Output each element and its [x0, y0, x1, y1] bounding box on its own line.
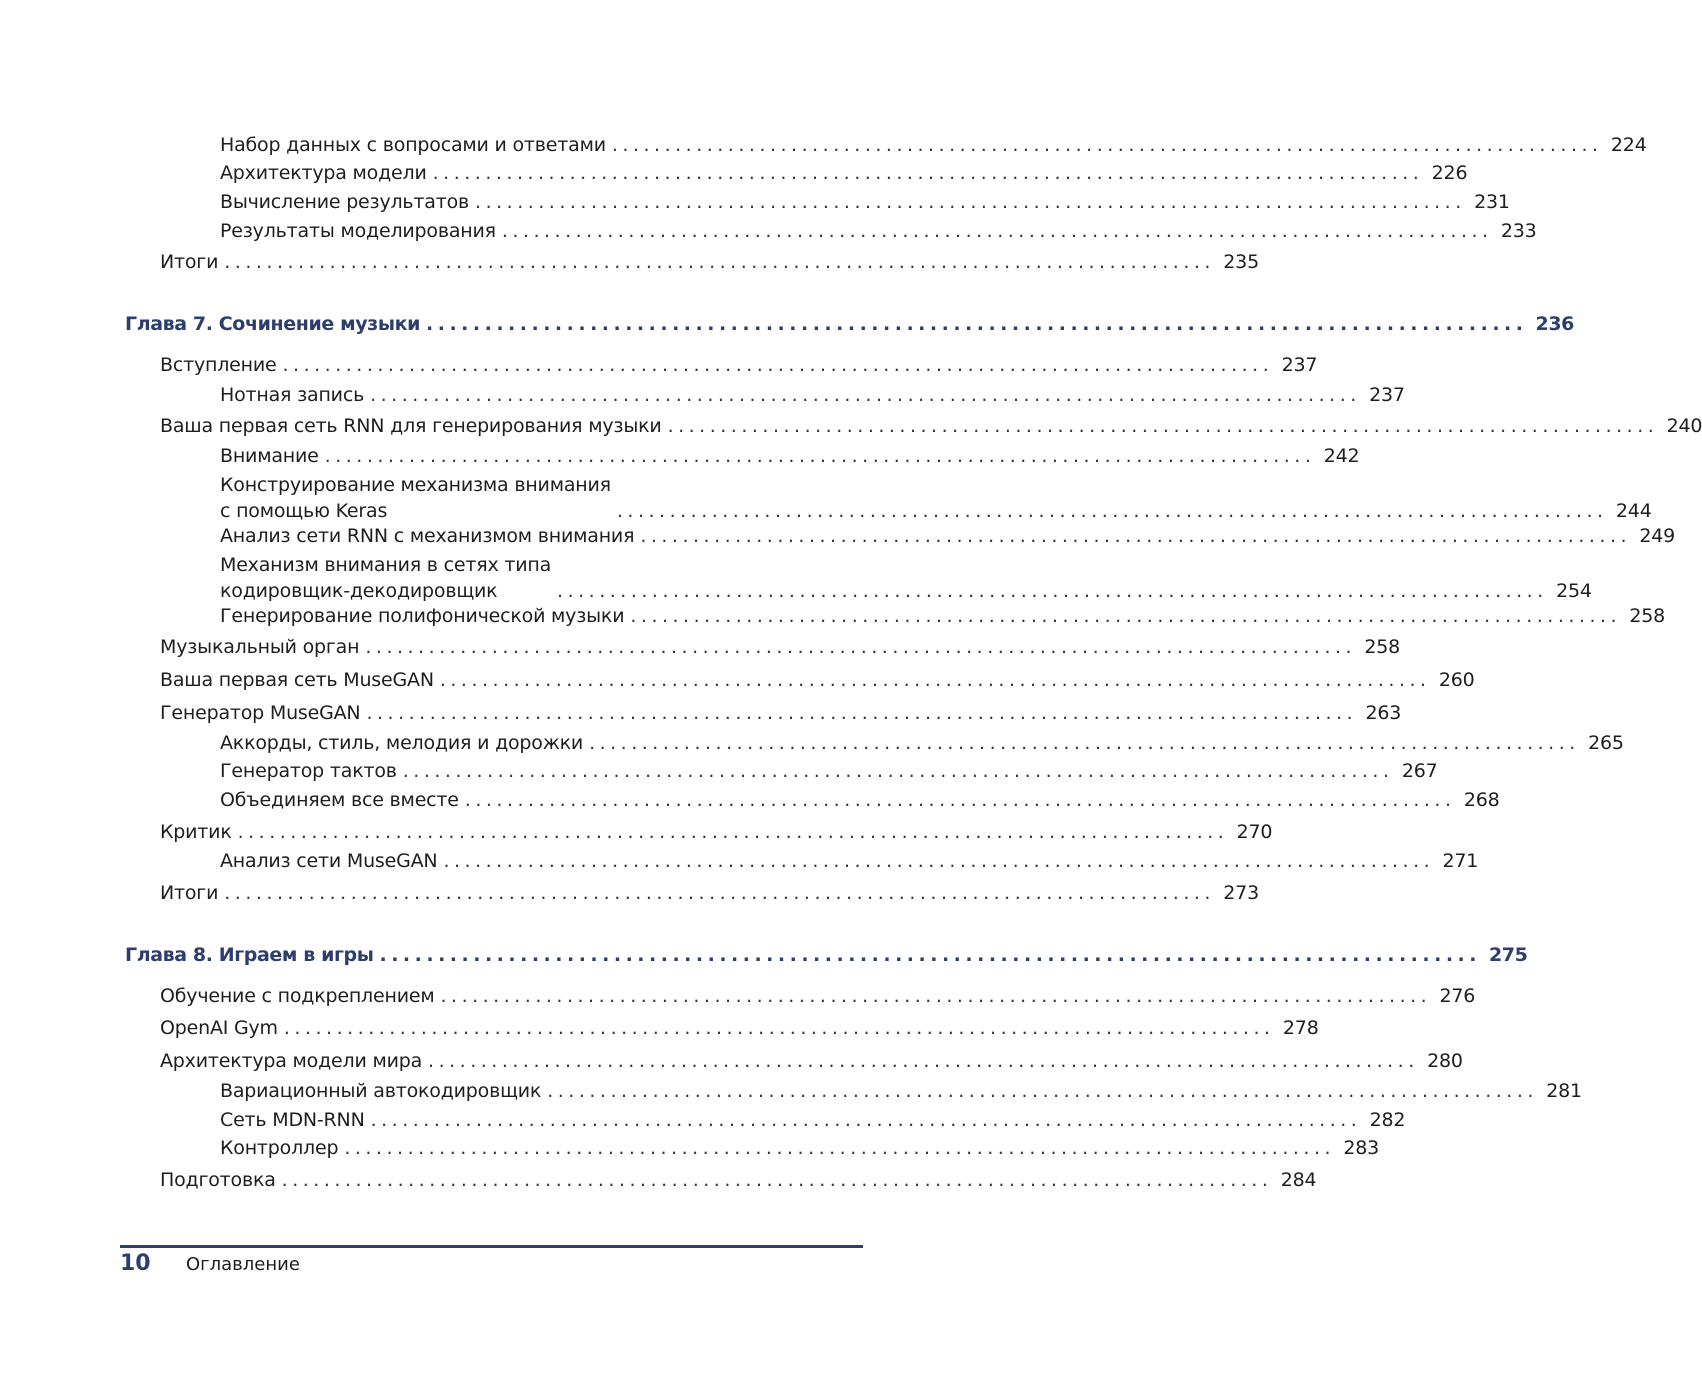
toc-entry [160, 880, 1259, 906]
chapter-title: Глава 7. Сочинение музыки [125, 313, 421, 335]
toc-entry-title: Контроллер [220, 1137, 339, 1159]
dot-leader: .............................................................................................. [370, 384, 1361, 406]
chapter-heading [125, 311, 1574, 337]
dot-leader: .............................................................................................. [667, 415, 1659, 437]
toc-entry-page: 237 [1369, 384, 1405, 406]
toc-entry [220, 160, 1468, 186]
chapter-page: 275 [1488, 944, 1528, 966]
toc-entry-title: Критик [160, 821, 232, 843]
dot-leader: .............................................................................................. [324, 445, 1316, 467]
toc-entry [160, 667, 1475, 693]
toc-entry-title: Анализ сети MuseGAN [220, 850, 438, 872]
toc-entry-page: 271 [1442, 850, 1479, 872]
toc-entry-page: 260 [1438, 669, 1475, 691]
dot-leader: .............................................................................................. [281, 1169, 1273, 1191]
toc-entry [220, 758, 1438, 784]
dot-leader: .............................................................................................. [428, 1050, 1419, 1072]
toc-entry-page: 284 [1280, 1169, 1317, 1191]
toc-entry [220, 730, 1624, 756]
toc-entry-title: Вариационный автокодировщик [220, 1080, 542, 1102]
toc-entry-title: Нотная запись [220, 384, 365, 406]
toc-entry-title: Вступление [160, 354, 277, 376]
toc-entry-page: 235 [1223, 251, 1259, 273]
dot-leader: .............................................................................................. [464, 789, 1456, 811]
dot-leader: .............................................................................................. [616, 500, 1608, 522]
toc-entry-page: 254 [1556, 580, 1592, 602]
toc-entry-title-line: кодировщик-декодировщик [220, 580, 498, 602]
toc-entry-page: 244 [1615, 500, 1652, 522]
toc-entry-page: 265 [1588, 732, 1624, 754]
chapter-title: Глава 8. Играем в игры [125, 944, 374, 966]
toc-entry-title: Подготовка [160, 1169, 276, 1191]
toc-entry [220, 443, 1360, 469]
dot-leader: .............................................................................................. [237, 821, 1229, 843]
toc-entry-title: Набор данных с вопросами и ответами [220, 134, 606, 156]
dot-leader: .............................................................................................. [589, 732, 1580, 754]
toc-entry-title: Ваша первая сеть RNN для генерирования музыки [160, 415, 662, 437]
dot-leader: .............................................................................................. [439, 669, 1431, 691]
dot-leader: .............................................................................................. [640, 525, 1632, 547]
toc-entry [160, 700, 1402, 726]
toc-entry-title: Аккорды, стиль, мелодия и дорожки [220, 732, 584, 754]
dot-leader: .............................................................................................. [402, 760, 1394, 782]
toc-entry-page: 267 [1401, 760, 1438, 782]
toc-entry [220, 472, 1652, 524]
toc-entry-title: Архитектура модели мира [160, 1050, 423, 1072]
toc-entry-title [220, 552, 551, 604]
toc-entry-title: Обучение с подкреплением [160, 985, 435, 1007]
dot-leader: .............................................................................................. [443, 850, 1435, 872]
chapter-heading [125, 942, 1528, 968]
toc-entry [220, 382, 1405, 408]
dot-leader: .............................................................................................. [370, 1109, 1362, 1131]
toc-entry-title: Итоги [160, 882, 219, 904]
toc-entry-title: Генератор тактов [220, 760, 397, 782]
chapter-page: 236 [1535, 313, 1574, 335]
toc-entry [220, 848, 1479, 874]
toc-entry-page: 268 [1463, 789, 1500, 811]
dot-leader: .............................................................................................. [366, 702, 1358, 724]
toc-entry-title [220, 472, 611, 524]
dot-leader: .............................................................................................. [426, 313, 1528, 335]
toc-entry [160, 1167, 1317, 1193]
toc-entry-title: Генерирование полифонической музыки [220, 605, 625, 627]
toc-entry [220, 523, 1676, 549]
toc-entry [160, 249, 1259, 275]
toc-entry-title: Вычисление результатов [220, 191, 470, 213]
toc-entry-title: Результаты моделирования [220, 220, 496, 242]
toc-entry-page: 231 [1474, 191, 1510, 213]
toc-entry-page: 258 [1629, 605, 1666, 627]
toc-entry [220, 189, 1510, 215]
toc-entry-page: 283 [1343, 1137, 1380, 1159]
toc-entry-title: Объединяем все вместе [220, 789, 459, 811]
toc-entry [220, 787, 1500, 813]
dot-leader: .............................................................................................. [432, 162, 1424, 184]
toc-entry-page: 280 [1427, 1050, 1463, 1072]
dot-leader: .............................................................................................. [283, 1017, 1275, 1039]
toc-entry-title: Музыкальный орган [160, 636, 360, 658]
toc-entry-title: OpenAI Gym [160, 1017, 278, 1039]
toc-entry-page: 282 [1369, 1109, 1406, 1131]
toc-entry [160, 634, 1401, 660]
dot-leader: .............................................................................................. [547, 1080, 1538, 1102]
toc-entry-page: 276 [1439, 985, 1476, 1007]
toc-entry-page: 226 [1431, 162, 1468, 184]
toc-entry [160, 352, 1318, 378]
toc-entry-page: 258 [1364, 636, 1401, 658]
dot-leader: .............................................................................................. [365, 636, 1357, 658]
toc-entry-title: Внимание [220, 445, 319, 467]
toc-entry-title: Итоги [160, 251, 219, 273]
toc-entry [220, 1107, 1406, 1133]
toc-entry-page: 278 [1282, 1017, 1319, 1039]
toc-entry [160, 1015, 1319, 1041]
dot-leader: .............................................................................................. [440, 985, 1432, 1007]
toc-entry-page: 270 [1236, 821, 1273, 843]
dot-leader: .............................................................................................. [224, 882, 1215, 904]
footer-rule [120, 1245, 863, 1248]
footer-section-title: Оглавление [186, 1254, 300, 1275]
dot-leader: .............................................................................................. [501, 220, 1493, 242]
footer-page-number: 10 [120, 1251, 151, 1276]
toc-entry-title: Генератор MuseGAN [160, 702, 361, 724]
dot-leader: .............................................................................................. [224, 251, 1215, 273]
toc-entry-page: 249 [1639, 525, 1676, 547]
toc-entry-page: 233 [1500, 220, 1537, 242]
dot-leader: .............................................................................................. [282, 354, 1274, 376]
dot-leader: .............................................................................................. [611, 134, 1603, 156]
dot-leader: .............................................................................................. [475, 191, 1466, 213]
toc-entry [220, 1135, 1380, 1161]
toc-entry-title: Ваша первая сеть MuseGAN [160, 669, 434, 691]
toc-entry [220, 218, 1537, 244]
toc-entry-page: 237 [1281, 354, 1318, 376]
dot-leader: .............................................................................................. [344, 1137, 1336, 1159]
toc-entry-page: 273 [1223, 882, 1259, 904]
toc-entry [160, 983, 1476, 1009]
toc-entry-page: 242 [1323, 445, 1360, 467]
toc-entry-title-line: с помощью Keras [220, 500, 388, 522]
toc-entry-page: 240 [1666, 415, 1702, 437]
dot-leader: .............................................................................................. [379, 944, 1481, 966]
toc-entry-title: Анализ сети RNN с механизмом внимания [220, 525, 635, 547]
toc-entry-page: 281 [1546, 1080, 1582, 1102]
toc-entry [220, 552, 1592, 604]
toc-entry [220, 1078, 1582, 1104]
toc-entry-title: Сеть MDN-RNN [220, 1109, 365, 1131]
toc-entry-title: Архитектура модели [220, 162, 427, 184]
dot-leader: .............................................................................................. [557, 580, 1548, 602]
toc-entry-page: 224 [1610, 134, 1647, 156]
toc-entry [160, 413, 1702, 439]
toc-entry [160, 1048, 1463, 1074]
toc-entry [220, 603, 1666, 629]
toc-entry-title-line: Механизм внимания в сетях типа [220, 554, 552, 576]
dot-leader: .............................................................................................. [630, 605, 1622, 627]
toc-entry [220, 132, 1647, 158]
toc-entry-page: 263 [1365, 702, 1402, 724]
toc-entry [160, 819, 1273, 845]
toc-entry-title-line: Конструирование механизма внимания [220, 474, 611, 496]
